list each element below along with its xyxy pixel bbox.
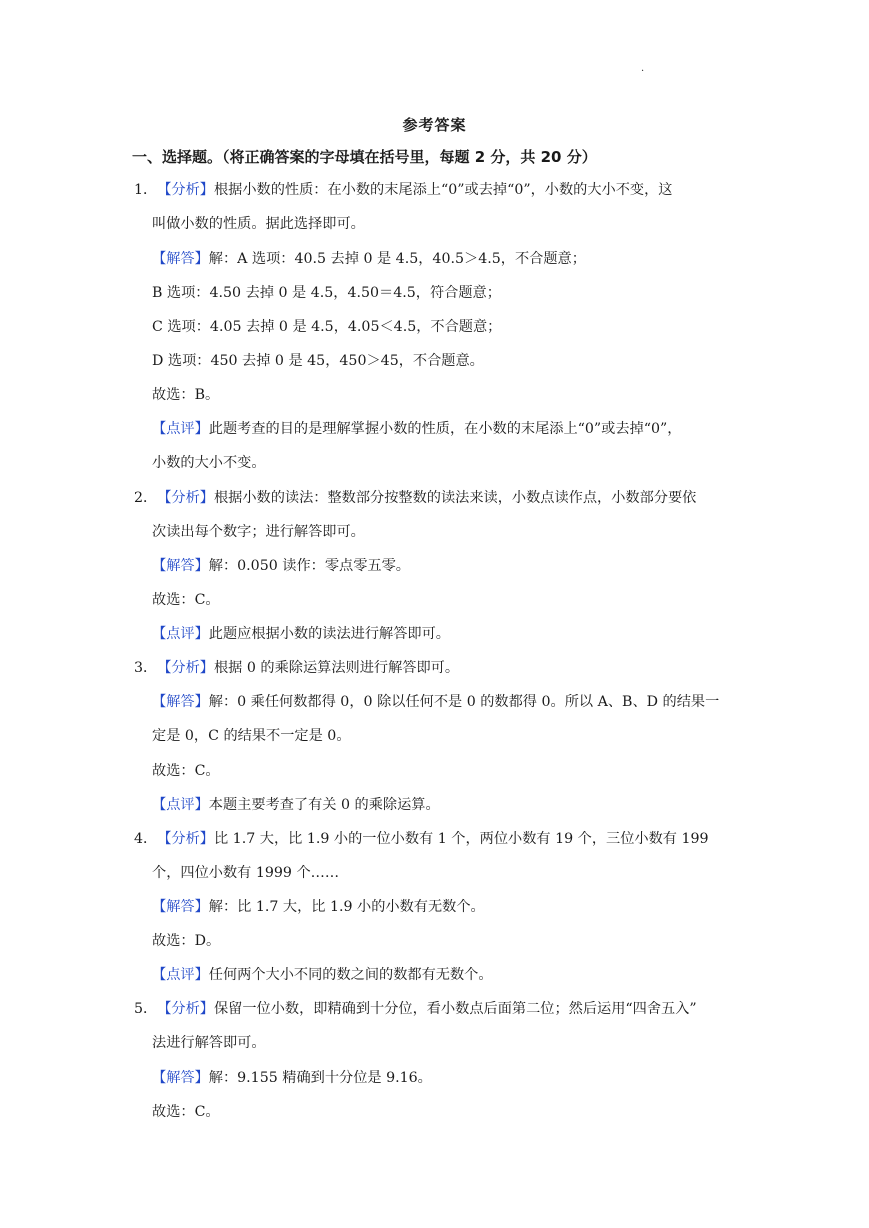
q2-analysis-line-2: 次读出每个数字；进行解答即可。 bbox=[152, 524, 365, 540]
q4-answer-line-1: 【解答】解：比 1.7 大，比 1.9 小的小数有无数个。 bbox=[152, 899, 485, 915]
q5-number: 5． bbox=[134, 1001, 158, 1017]
q2-comment-line-1: 【点评】此题应根据小数的读法进行解答即可。 bbox=[152, 626, 450, 642]
q2-number: 2． bbox=[134, 490, 158, 506]
section-heading: 一、选择题。（将正确答案的字母填在括号里，每题 2 分，共 20 分） bbox=[132, 148, 597, 166]
q3-answer-line-1: 【解答】解：0 乘任何数都得 0，0 除以任何不是 0 的数都得 0。所以 A、B、D 的结果一 bbox=[152, 694, 720, 710]
q1-answer-line-4: D 选项：450 去掉 0 是 45，450＞45，不合题意。 bbox=[152, 353, 484, 369]
comment-tag: 【点评】 bbox=[152, 421, 209, 437]
q2-analysis-line-1: 2．【分析】根据小数的读法：整数部分按整数的读法来读，小数点读作点，小数部分要依 bbox=[134, 490, 697, 506]
q1-comment-line-2: 小数的大小不变。 bbox=[152, 455, 266, 471]
q3-answer-line-2: 定是 0，C 的结果不一定是 0。 bbox=[152, 728, 351, 744]
page-title: 参考答案 bbox=[402, 116, 467, 134]
answer-tag: 【解答】 bbox=[152, 1070, 209, 1086]
q2-answer-line-1: 【解答】解：0.050 读作：零点零五零。 bbox=[152, 558, 410, 574]
analysis-tag: 【分析】 bbox=[157, 1001, 214, 1017]
q1-comment-line-1: 【点评】此题考查的目的是理解掌握小数的性质，在小数的末尾添上“0”或去掉“0”， bbox=[152, 421, 682, 437]
q4-analysis-line-1: 4．【分析】比 1.7 大，比 1.9 小的一位小数有 1 个，两位小数有 19 个，三位小数有 199 bbox=[134, 831, 709, 847]
q1-analysis-line-1: 1．【分析】根据小数的性质：在小数的末尾添上“0”或去掉“0”，小数的大小不变，这 bbox=[134, 182, 673, 198]
q4-number: 4． bbox=[134, 831, 158, 847]
q3-answer-line-3: 故选：C。 bbox=[152, 763, 220, 779]
q1-answer-line-3: C 选项：4.05 去掉 0 是 4.5，4.05＜4.5，不合题意； bbox=[152, 319, 502, 335]
q4-analysis-line-2: 个，四位小数有 1999 个…… bbox=[152, 865, 340, 881]
q3-analysis-line-1: 3．【分析】根据 0 的乘除运算法则进行解答即可。 bbox=[134, 660, 460, 676]
analysis-tag: 【分析】 bbox=[157, 182, 214, 198]
analysis-tag: 【分析】 bbox=[157, 660, 214, 676]
q5-analysis-line-1: 5．【分析】保留一位小数，即精确到十分位，看小数点后面第二位；然后运用“四舍五入” bbox=[134, 1001, 697, 1017]
answer-tag: 【解答】 bbox=[152, 251, 209, 267]
q1-answer-line-2: B 选项：4.50 去掉 0 是 4.5，4.50＝4.5，符合题意； bbox=[152, 285, 501, 301]
q1-number: 1． bbox=[134, 182, 158, 198]
q2-answer-line-2: 故选：C。 bbox=[152, 592, 220, 608]
q3-comment-line-1: 【点评】本题主要考查了有关 0 的乘除运算。 bbox=[152, 797, 440, 813]
analysis-tag: 【分析】 bbox=[157, 831, 214, 847]
q3-number: 3． bbox=[134, 660, 158, 676]
comment-tag: 【点评】 bbox=[152, 967, 209, 983]
comment-tag: 【点评】 bbox=[152, 626, 209, 642]
corner-mark: · bbox=[641, 66, 645, 77]
q5-analysis-line-2: 法进行解答即可。 bbox=[152, 1035, 266, 1051]
analysis-tag: 【分析】 bbox=[157, 490, 214, 506]
q1-answer-line-5: 故选：B。 bbox=[152, 387, 220, 403]
q4-comment-line-1: 【点评】任何两个大小不同的数之间的数都有无数个。 bbox=[152, 967, 493, 983]
q5-answer-line-1: 【解答】解：9.155 精确到十分位是 9.16。 bbox=[152, 1070, 432, 1086]
q1-answer-line-1: 【解答】解：A 选项：40.5 去掉 0 是 4.5，40.5＞4.5，不合题意； bbox=[152, 251, 586, 267]
q1-analysis-line-2: 叫做小数的性质。据此选择即可。 bbox=[152, 216, 365, 232]
comment-tag: 【点评】 bbox=[152, 797, 209, 813]
q4-answer-line-2: 故选：D。 bbox=[152, 933, 221, 949]
q5-answer-line-2: 故选：C。 bbox=[152, 1104, 220, 1120]
answer-tag: 【解答】 bbox=[152, 558, 209, 574]
answer-tag: 【解答】 bbox=[152, 694, 209, 710]
answer-tag: 【解答】 bbox=[152, 899, 209, 915]
